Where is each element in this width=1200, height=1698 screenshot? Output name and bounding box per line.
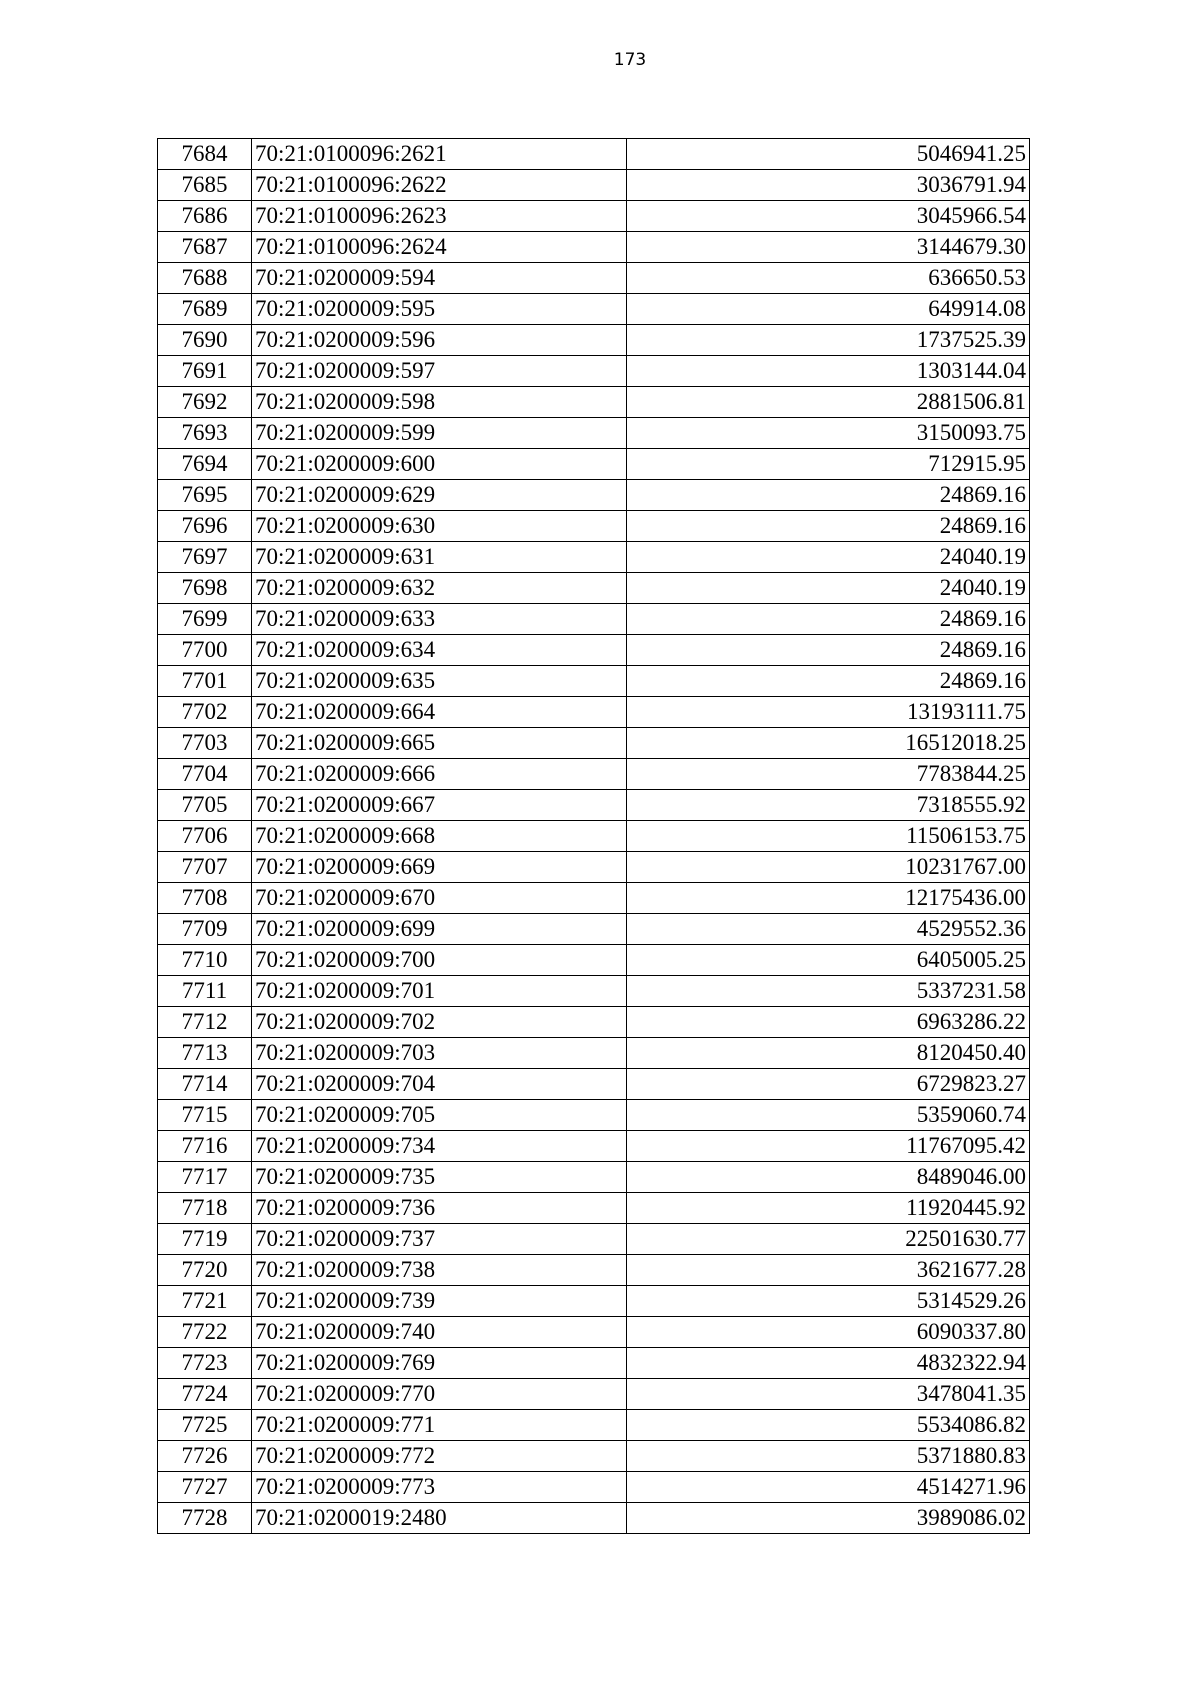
cadastral-number-cell: 70:21:0200009:773 <box>252 1472 627 1503</box>
cadastral-number-cell: 70:21:0200019:2480 <box>252 1503 627 1534</box>
cadastral-value-cell: 24869.16 <box>627 635 1030 666</box>
cadastral-number-cell: 70:21:0200009:634 <box>252 635 627 666</box>
row-number-cell: 7705 <box>158 790 252 821</box>
cadastral-number-cell: 70:21:0200009:772 <box>252 1441 627 1472</box>
cadastral-number-cell: 70:21:0200009:670 <box>252 883 627 914</box>
cadastral-number-cell: 70:21:0200009:630 <box>252 511 627 542</box>
table-row <box>158 635 1030 666</box>
table-row <box>158 1286 1030 1317</box>
cadastral-number-cell: 70:21:0200009:664 <box>252 697 627 728</box>
cadastral-value-cell: 2881506.81 <box>627 387 1030 418</box>
cadastral-value-cell: 16512018.25 <box>627 728 1030 759</box>
cadastral-value-cell: 7318555.92 <box>627 790 1030 821</box>
row-number-cell: 7704 <box>158 759 252 790</box>
table-row <box>158 976 1030 1007</box>
table-row <box>158 170 1030 201</box>
row-number-cell: 7716 <box>158 1131 252 1162</box>
table-row <box>158 945 1030 976</box>
table-row <box>158 1100 1030 1131</box>
table-row <box>158 852 1030 883</box>
cadastral-value-cell: 3989086.02 <box>627 1503 1030 1534</box>
cadastral-number-cell: 70:21:0200009:632 <box>252 573 627 604</box>
table-row <box>158 542 1030 573</box>
row-number-cell: 7715 <box>158 1100 252 1131</box>
row-number-cell: 7689 <box>158 294 252 325</box>
cadastral-value-cell: 3144679.30 <box>627 232 1030 263</box>
cadastral-value-cell: 5046941.25 <box>627 139 1030 170</box>
cadastral-value-cell: 24869.16 <box>627 604 1030 635</box>
cadastral-value-cell: 22501630.77 <box>627 1224 1030 1255</box>
table-row <box>158 728 1030 759</box>
cadastral-number-cell: 70:21:0200009:595 <box>252 294 627 325</box>
cadastral-value-cell: 24040.19 <box>627 573 1030 604</box>
cadastral-value-cell: 3478041.35 <box>627 1379 1030 1410</box>
cadastral-value-cell: 12175436.00 <box>627 883 1030 914</box>
row-number-cell: 7695 <box>158 480 252 511</box>
table-row <box>158 914 1030 945</box>
table-row <box>158 1255 1030 1286</box>
cadastral-value-cell: 3150093.75 <box>627 418 1030 449</box>
cadastral-number-cell: 70:21:0200009:665 <box>252 728 627 759</box>
row-number-cell: 7687 <box>158 232 252 263</box>
cadastral-value-cell: 24869.16 <box>627 666 1030 697</box>
cadastral-value-cell: 11920445.92 <box>627 1193 1030 1224</box>
table-row <box>158 480 1030 511</box>
row-number-cell: 7717 <box>158 1162 252 1193</box>
row-number-cell: 7721 <box>158 1286 252 1317</box>
table-row <box>158 1193 1030 1224</box>
row-number-cell: 7720 <box>158 1255 252 1286</box>
row-number-cell: 7712 <box>158 1007 252 1038</box>
cadastral-value-cell: 13193111.75 <box>627 697 1030 728</box>
cadastral-number-cell: 70:21:0200009:594 <box>252 263 627 294</box>
table-row <box>158 1038 1030 1069</box>
table-row <box>158 294 1030 325</box>
cadastral-number-cell: 70:21:0200009:735 <box>252 1162 627 1193</box>
cadastral-value-table <box>157 138 1030 1534</box>
table-row <box>158 418 1030 449</box>
cadastral-number-cell: 70:21:0200009:738 <box>252 1255 627 1286</box>
row-number-cell: 7688 <box>158 263 252 294</box>
row-number-cell: 7693 <box>158 418 252 449</box>
row-number-cell: 7722 <box>158 1317 252 1348</box>
cadastral-number-cell: 70:21:0200009:737 <box>252 1224 627 1255</box>
cadastral-number-cell: 70:21:0200009:703 <box>252 1038 627 1069</box>
row-number-cell: 7714 <box>158 1069 252 1100</box>
cadastral-number-cell: 70:21:0200009:770 <box>252 1379 627 1410</box>
cadastral-value-cell: 3036791.94 <box>627 170 1030 201</box>
table-row <box>158 449 1030 480</box>
cadastral-number-cell: 70:21:0200009:740 <box>252 1317 627 1348</box>
cadastral-number-cell: 70:21:0200009:769 <box>252 1348 627 1379</box>
cadastral-number-cell: 70:21:0100096:2622 <box>252 170 627 201</box>
cadastral-value-cell: 8489046.00 <box>627 1162 1030 1193</box>
table-row <box>158 790 1030 821</box>
cadastral-value-cell: 5534086.82 <box>627 1410 1030 1441</box>
table-row <box>158 511 1030 542</box>
table-row <box>158 1503 1030 1534</box>
row-number-cell: 7726 <box>158 1441 252 1472</box>
row-number-cell: 7727 <box>158 1472 252 1503</box>
table-row <box>158 1348 1030 1379</box>
cadastral-value-cell: 24040.19 <box>627 542 1030 573</box>
cadastral-value-cell: 8120450.40 <box>627 1038 1030 1069</box>
row-number-cell: 7713 <box>158 1038 252 1069</box>
cadastral-number-cell: 70:21:0200009:771 <box>252 1410 627 1441</box>
cadastral-number-cell: 70:21:0200009:667 <box>252 790 627 821</box>
row-number-cell: 7723 <box>158 1348 252 1379</box>
cadastral-value-cell: 712915.95 <box>627 449 1030 480</box>
page-number: 173 <box>613 50 647 70</box>
table-row <box>158 201 1030 232</box>
cadastral-number-cell: 70:21:0200009:598 <box>252 387 627 418</box>
row-number-cell: 7719 <box>158 1224 252 1255</box>
cadastral-number-cell: 70:21:0200009:633 <box>252 604 627 635</box>
row-number-cell: 7697 <box>158 542 252 573</box>
row-number-cell: 7707 <box>158 852 252 883</box>
row-number-cell: 7702 <box>158 697 252 728</box>
cadastral-value-cell: 4832322.94 <box>627 1348 1030 1379</box>
table-body <box>158 139 1030 1534</box>
table-row <box>158 139 1030 170</box>
cadastral-value-cell: 11767095.42 <box>627 1131 1030 1162</box>
cadastral-value-cell: 5359060.74 <box>627 1100 1030 1131</box>
row-number-cell: 7709 <box>158 914 252 945</box>
cadastral-value-cell: 5371880.83 <box>627 1441 1030 1472</box>
cadastral-number-cell: 70:21:0100096:2623 <box>252 201 627 232</box>
cadastral-value-cell: 7783844.25 <box>627 759 1030 790</box>
row-number-cell: 7698 <box>158 573 252 604</box>
cadastral-number-cell: 70:21:0200009:704 <box>252 1069 627 1100</box>
table-row <box>158 263 1030 294</box>
table-row <box>158 697 1030 728</box>
cadastral-value-cell: 4529552.36 <box>627 914 1030 945</box>
table-row <box>158 1379 1030 1410</box>
cadastral-value-cell: 3045966.54 <box>627 201 1030 232</box>
row-number-cell: 7694 <box>158 449 252 480</box>
cadastral-number-cell: 70:21:0200009:596 <box>252 325 627 356</box>
cadastral-number-cell: 70:21:0200009:668 <box>252 821 627 852</box>
cadastral-value-cell: 1303144.04 <box>627 356 1030 387</box>
cadastral-value-cell: 1737525.39 <box>627 325 1030 356</box>
table-row <box>158 1069 1030 1100</box>
table-row <box>158 573 1030 604</box>
cadastral-value-cell: 5314529.26 <box>627 1286 1030 1317</box>
table-row <box>158 1472 1030 1503</box>
cadastral-number-cell: 70:21:0200009:629 <box>252 480 627 511</box>
cadastral-value-cell: 3621677.28 <box>627 1255 1030 1286</box>
row-number-cell: 7710 <box>158 945 252 976</box>
table-row <box>158 1441 1030 1472</box>
cadastral-number-cell: 70:21:0200009:666 <box>252 759 627 790</box>
row-number-cell: 7701 <box>158 666 252 697</box>
cadastral-number-cell: 70:21:0200009:702 <box>252 1007 627 1038</box>
row-number-cell: 7711 <box>158 976 252 1007</box>
row-number-cell: 7706 <box>158 821 252 852</box>
table-row <box>158 604 1030 635</box>
table-row <box>158 356 1030 387</box>
table-row <box>158 325 1030 356</box>
row-number-cell: 7703 <box>158 728 252 759</box>
cadastral-value-cell: 11506153.75 <box>627 821 1030 852</box>
table-row <box>158 883 1030 914</box>
row-number-cell: 7699 <box>158 604 252 635</box>
cadastral-number-cell: 70:21:0200009:705 <box>252 1100 627 1131</box>
cadastral-number-cell: 70:21:0200009:700 <box>252 945 627 976</box>
table-row <box>158 821 1030 852</box>
row-number-cell: 7728 <box>158 1503 252 1534</box>
row-number-cell: 7684 <box>158 139 252 170</box>
cadastral-number-cell: 70:21:0200009:669 <box>252 852 627 883</box>
cadastral-number-cell: 70:21:0100096:2621 <box>252 139 627 170</box>
row-number-cell: 7691 <box>158 356 252 387</box>
table-row <box>158 759 1030 790</box>
cadastral-value-cell: 6963286.22 <box>627 1007 1030 1038</box>
row-number-cell: 7708 <box>158 883 252 914</box>
cadastral-number-cell: 70:21:0100096:2624 <box>252 232 627 263</box>
table-row <box>158 1131 1030 1162</box>
row-number-cell: 7690 <box>158 325 252 356</box>
cadastral-number-cell: 70:21:0200009:734 <box>252 1131 627 1162</box>
table-row <box>158 387 1030 418</box>
table-row <box>158 232 1030 263</box>
table-row <box>158 1162 1030 1193</box>
cadastral-value-cell: 6405005.25 <box>627 945 1030 976</box>
table-row <box>158 1317 1030 1348</box>
row-number-cell: 7725 <box>158 1410 252 1441</box>
cadastral-value-cell: 4514271.96 <box>627 1472 1030 1503</box>
table-row <box>158 1007 1030 1038</box>
table-row <box>158 1410 1030 1441</box>
row-number-cell: 7718 <box>158 1193 252 1224</box>
cadastral-number-cell: 70:21:0200009:736 <box>252 1193 627 1224</box>
cadastral-value-cell: 649914.08 <box>627 294 1030 325</box>
cadastral-number-cell: 70:21:0200009:599 <box>252 418 627 449</box>
row-number-cell: 7696 <box>158 511 252 542</box>
cadastral-value-cell: 5337231.58 <box>627 976 1030 1007</box>
row-number-cell: 7686 <box>158 201 252 232</box>
cadastral-value-cell: 636650.53 <box>627 263 1030 294</box>
cadastral-number-cell: 70:21:0200009:635 <box>252 666 627 697</box>
cadastral-number-cell: 70:21:0200009:739 <box>252 1286 627 1317</box>
cadastral-value-cell: 10231767.00 <box>627 852 1030 883</box>
cadastral-number-cell: 70:21:0200009:699 <box>252 914 627 945</box>
row-number-cell: 7692 <box>158 387 252 418</box>
cadastral-value-cell: 6729823.27 <box>627 1069 1030 1100</box>
cadastral-number-cell: 70:21:0200009:701 <box>252 976 627 1007</box>
row-number-cell: 7724 <box>158 1379 252 1410</box>
cadastral-number-cell: 70:21:0200009:597 <box>252 356 627 387</box>
cadastral-number-cell: 70:21:0200009:600 <box>252 449 627 480</box>
cadastral-value-cell: 6090337.80 <box>627 1317 1030 1348</box>
table-row <box>158 1224 1030 1255</box>
row-number-cell: 7685 <box>158 170 252 201</box>
cadastral-value-cell: 24869.16 <box>627 480 1030 511</box>
cadastral-value-cell: 24869.16 <box>627 511 1030 542</box>
cadastral-number-cell: 70:21:0200009:631 <box>252 542 627 573</box>
row-number-cell: 7700 <box>158 635 252 666</box>
table-row <box>158 666 1030 697</box>
